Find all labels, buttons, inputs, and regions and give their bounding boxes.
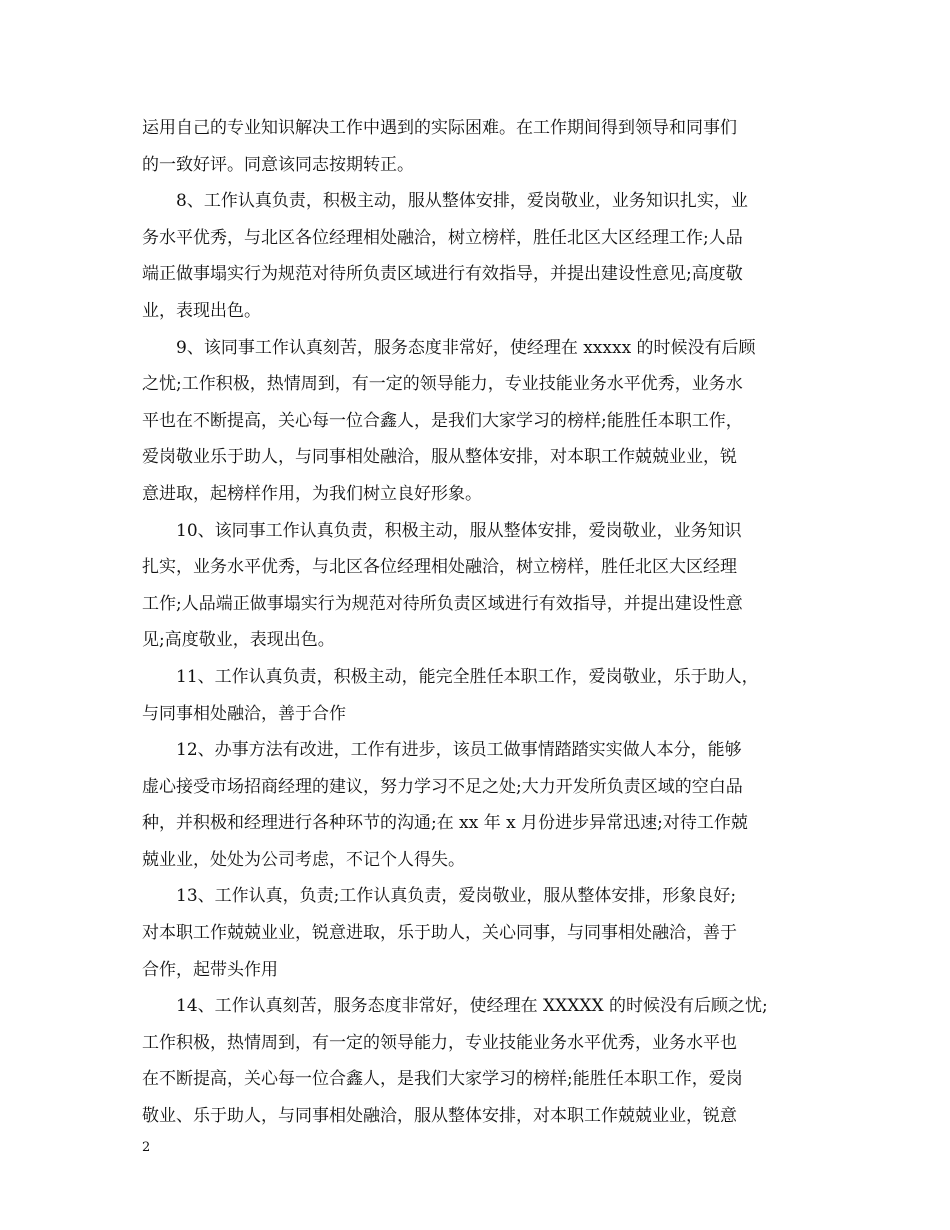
page-number: 2: [142, 1140, 151, 1155]
text-line: 爱岗敬业乐于助人，与同事相处融洽，服从整体安排，对本职工作兢兢业业，锐: [142, 447, 737, 468]
text-line: 虚心接受市场招商经理的建议，努力学习不足之处;大力开发所负责区域的空白品: [142, 776, 743, 797]
text-line: 对本职工作兢兢业业，锐意进取，乐于助人，关心同事，与同事相处融洽，善于: [142, 923, 737, 944]
text-line: 12、办事方法有改进，工作有进步，该员工做事情踏踏实实做人本分，能够: [176, 740, 742, 761]
text-line: 与同事相处融洽，善于合作: [142, 703, 346, 724]
text-line: 工作;人品端正做事塌实行为规范对待所负责区域进行有效指导，并提出建设性意: [142, 593, 743, 614]
text-line: 11、工作认真负责，积极主动，能完全胜任本职工作，爱岗敬业，乐于助人，: [176, 666, 759, 687]
text-line: 10、该同事工作认真负责，积极主动，服从整体安排，爱岗敬业，业务知识: [176, 520, 742, 541]
text-line: 务水平优秀，与北区各位经理相处融洽，树立榜样，胜任北区大区经理工作;人品: [142, 227, 743, 248]
text-line: 合作，起带头作用: [142, 959, 278, 980]
text-line: 平也在不断提高，关心每一位合鑫人，是我们大家学习的榜样;能胜任本职工作，: [142, 410, 743, 431]
text-line: 14、工作认真刻苦，服务态度非常好，使经理在 XXXXX 的时候没有后顾之忧;: [176, 996, 768, 1017]
text-line: 的一致好评。同意该同志按期转正。: [142, 154, 414, 175]
text-line: 9、该同事工作认真刻苦，服务态度非常好，使经理在 xxxxx 的时候没有后顾: [176, 337, 756, 358]
text-line: 种，并积极和经理进行各种环节的沟通;在 xx 年 x 月份进步异常迅速;对待工作兢: [142, 813, 748, 834]
text-line: 在不断提高，关心每一位合鑫人，是我们大家学习的榜样;能胜任本职工作，爱岗: [142, 1069, 743, 1090]
text-line: 工作积极，热情周到，有一定的领导能力，专业技能业务水平优秀，业务水平也: [142, 1032, 737, 1053]
text-line: 端正做事塌实行为规范对待所负责区域进行有效指导，并提出建设性意见;高度敬: [142, 264, 743, 285]
text-line: 兢业业，处处为公司考虑，不记个人得失。: [142, 849, 465, 870]
text-line: 业，表现出色。: [142, 300, 261, 321]
text-line: 之忧;工作积极，热情周到，有一定的领导能力，专业技能业务水平优秀，业务水: [142, 374, 743, 395]
text-line: 扎实，业务水平优秀，与北区各位经理相处融洽，树立榜样，胜任北区大区经理: [142, 557, 737, 578]
text-line: 13、工作认真，负责;工作认真负责，爱岗敬业，服从整体安排，形象良好;: [176, 886, 737, 907]
text-line: 见;高度敬业，表现出色。: [142, 630, 335, 651]
body-text: [142, 110, 812, 1135]
text-line: 意进取，起榜样作用，为我们树立良好形象。: [142, 483, 482, 504]
text-line: 运用自己的专业知识解决工作中遇到的实际困难。在工作期间得到领导和同事们: [142, 118, 737, 138]
text-line: 敬业、乐于助人，与同事相处融洽，服从整体安排，对本职工作兢兢业业，锐意: [142, 1106, 737, 1127]
text-line: 8、工作认真负责，积极主动，服从整体安排，爱岗敬业，业务知识扎实，业: [176, 191, 748, 212]
